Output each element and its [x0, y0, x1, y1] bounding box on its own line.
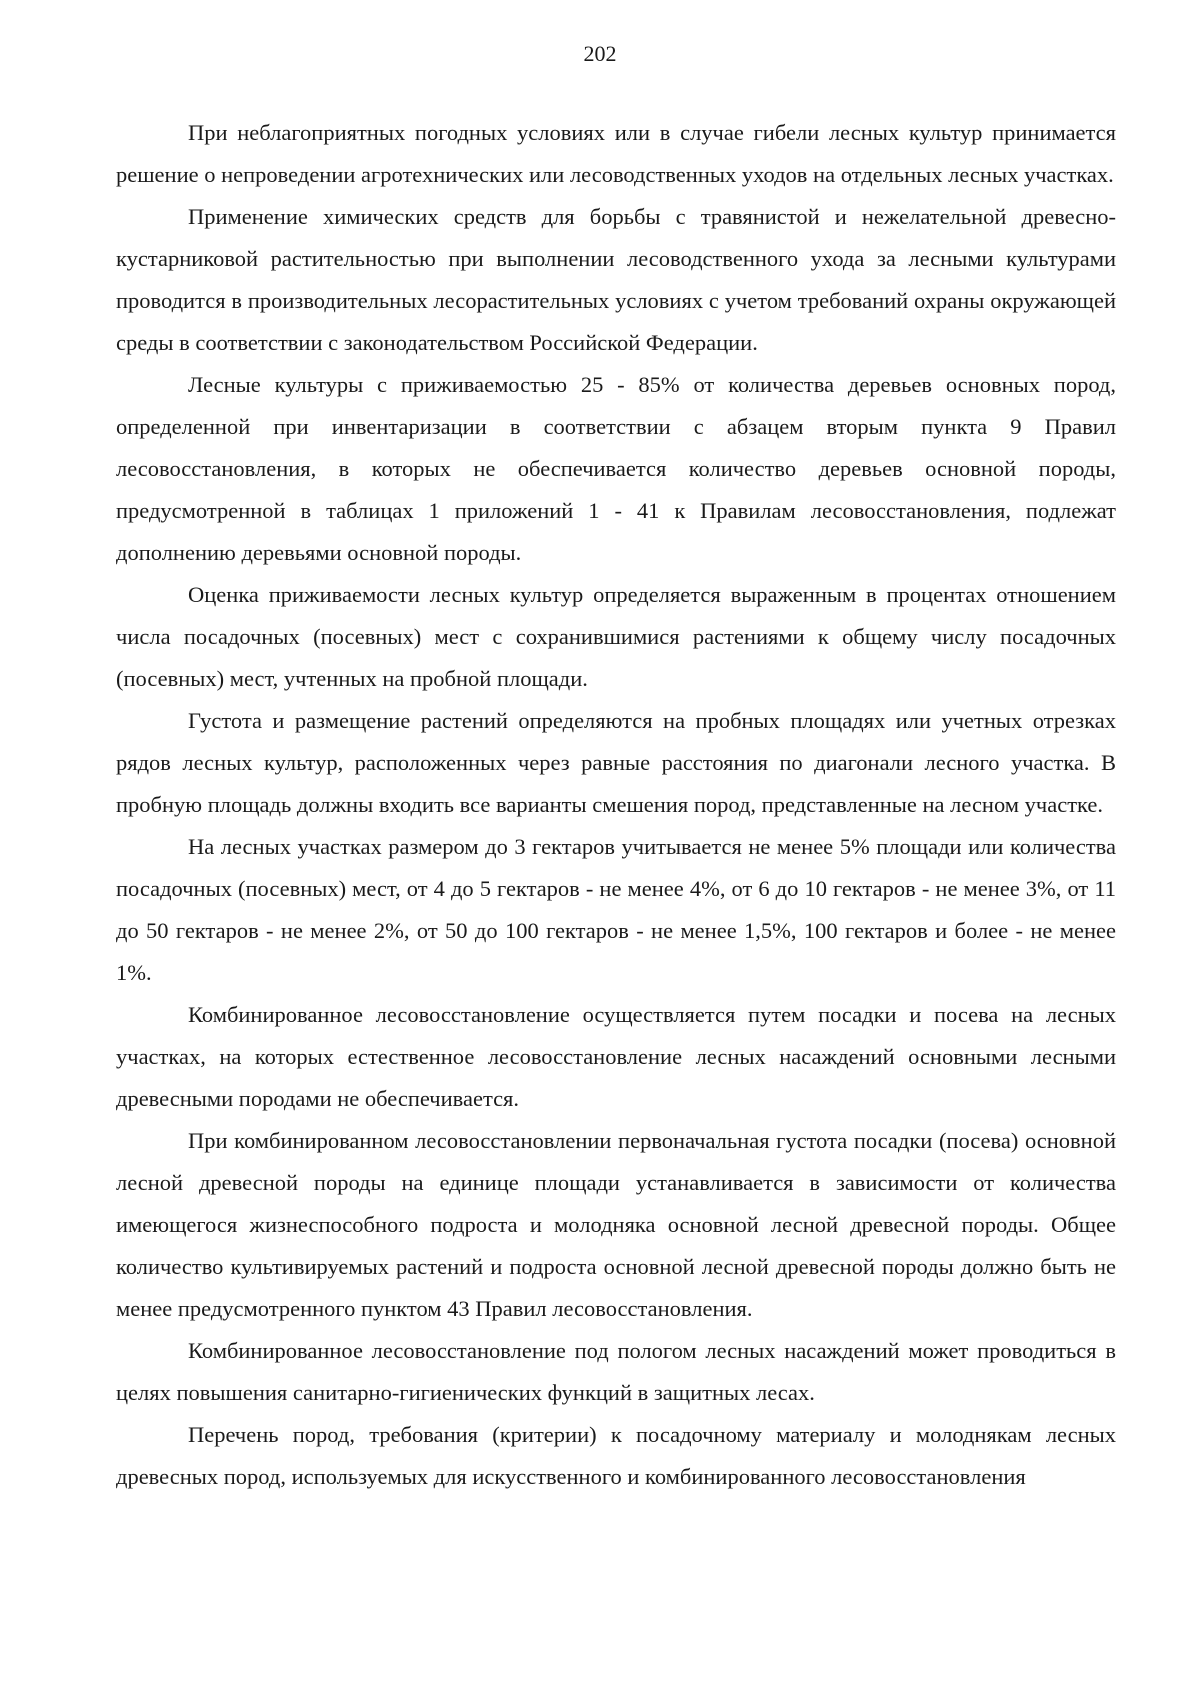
paragraph: Оценка приживаемости лесных культур определяется выраженным в процентах отношением числа посадочных (посевных) мест с сохранившимися растениями к общему числу посадочных (посевных) мест, учтенных на пробной площади.	[116, 582, 1116, 691]
paragraph: Комбинированное лесовосстановление под пологом лесных насаждений может проводиться в целях повышения санитарно-гигиенических функций в защитных лесах.	[116, 1338, 1116, 1405]
document-body	[116, 112, 1116, 1498]
paragraph: Применение химических средств для борьбы с травянистой и нежелательной древесно-кустарниковой растительностью при выполнении лесоводственного ухода за лесными культурами проводится в производительных лесорастительных условиях с учетом требований охраны окружающей среды в соответствии с законодательством Российской Федерации.	[116, 204, 1116, 355]
page-number: 202	[583, 41, 617, 66]
paragraph: Перечень пород, требования (критерии) к посадочному материалу и молоднякам лесных древесных пород, используемых для искусственного и комбинированного лесовосстановления	[116, 1422, 1116, 1489]
paragraph: Густота и размещение растений определяются на пробных площадях или учетных отрезках рядов лесных культур, расположенных через равные расстояния по диагонали лесного участка. В пробную площадь должны входить все варианты смешения пород, представленные на лесном участке.	[116, 708, 1116, 817]
paragraph: На лесных участках размером до 3 гектаров учитывается не менее 5% площади или количества посадочных (посевных) мест, от 4 до 5 гектаров - не менее 4%, от 6 до 10 гектаров - не менее 3%, от 11 до 50 гектаров - не менее 2%, от 50 до 100 гектаров - не менее 1,5%, 100 гектаров и более - не менее 1%.	[116, 834, 1116, 985]
paragraph: Лесные культуры с приживаемостью 25 - 85% от количества деревьев основных пород, определенной при инвентаризации в соответствии с абзацем вторым пункта 9 Правил лесовосстановления, в которых не обеспечивается количество деревьев основной породы, предусмотренной в таблицах 1 приложений 1 - 41 к Правилам лесовосстановления, подлежат дополнению деревьями основной породы.	[116, 372, 1116, 565]
paragraph: При неблагоприятных погодных условиях или в случае гибели лесных культур принимается решение о непроведении агротехнических или лесоводственных уходов на отдельных лесных участках.	[116, 120, 1116, 187]
paragraph: При комбинированном лесовосстановлении первоначальная густота посадки (посева) основной лесной древесной породы на единице площади устанавливается в зависимости от количества имеющегося жизнеспособного подроста и молодняка основной лесной древесной породы. Общее количество культивируемых растений и подроста основной лесной древесной породы должно быть не менее предусмотренного пунктом 43 Правил лесовосстановления.	[116, 1128, 1116, 1321]
paragraph: Комбинированное лесовосстановление осуществляется путем посадки и посева на лесных участках, на которых естественное лесовосстановление лесных насаждений основными лесными древесными породами не обеспечивается.	[116, 1002, 1116, 1111]
